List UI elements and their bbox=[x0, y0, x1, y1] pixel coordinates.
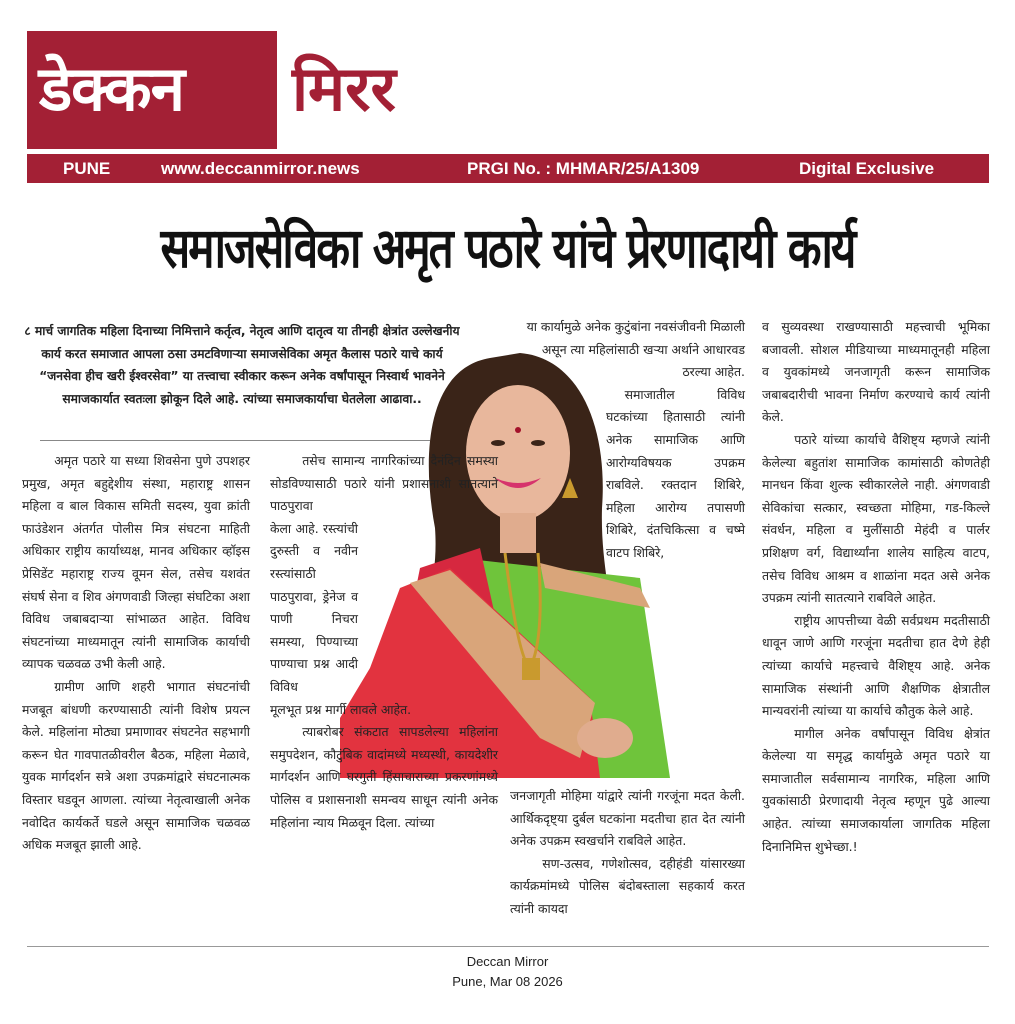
edition-label: Digital Exclusive bbox=[799, 159, 935, 178]
paragraph: सण-उत्सव, गणेशोत्सव, दहीहंडी यांसारख्या कार्यक्रमांमध्ये पोलिस बंदोबस्ताला सहकार्य करत त्यांनी कायदा bbox=[510, 855, 745, 916]
paragraph: अमृत पठारे या सध्या शिवसेना पुणे उपशहर प्रमुख, अमृत बहुद्देशीय संस्था, महाराष्ट्र शासन महिला व बाल विकास समिती सदस्य, युवा क्रांती फाउंडेशन अंतर्गत पोलीस मित्र संघटना माहिती अधिकार राष्ट्रीय कार्याध्यक्ष, मानव अधिकार व्हॉइस प्रेसिडेंट महाराष्ट्र राज्य वूमन सेल, तसेच यशवंत संघर्ष सेना व शिव अंगणवाडी जिल्हा संघटिका अशा विविध जबाबदाऱ्या सांभाळत आहेत. विविध संघटनांच्या माध्यमातून त्यांनी सामाजिक कार्याची व्यापक चळवळ उभी केली आहे. bbox=[22, 453, 250, 672]
prgi-number: PRGI No. : MHMAR/25/A1309 bbox=[467, 159, 700, 178]
article-column-3-bottom bbox=[510, 785, 745, 921]
footer-divider bbox=[27, 946, 989, 947]
footer-dateline: Pune, Mar 08 2026 bbox=[452, 974, 563, 989]
paragraph: जनजागृती मोहिमा यांद्वारे त्यांनी गरजूंना मदत केली. आर्थिकदृष्ट्या दुर्बल घटकांना मदतीचा हात देत त्यांनी अनेक उपक्रम स्वखर्चाने राबविले आहेत. bbox=[510, 788, 745, 849]
paragraph: राष्ट्रीय आपत्तीच्या वेळी सर्वप्रथम मदतीसाठी धावून जाणे आणि गरजूंना मदतीचा हात देणे हेही त्यांच्या कार्याचे महत्त्वाचे वैशिष्ट्य आहे. अनेक सामाजिक संस्थांनी आणि शैक्षणिक क्षेत्रातील मान्यवरांनी त्यांच्या या कार्याचे कौतुक केले आहे. bbox=[762, 612, 990, 719]
paragraph: समाजातील विविध घटकांच्या हितासाठी त्यांनी अनेक सामाजिक आणि आरोग्यविषयक उपक्रम राबविले. रक्तदान शिबिरे, महिला आरोग्य तपासणी शिबिरे, दंतचिकित्सा व चष्मे वाटप शिबिरे, bbox=[606, 386, 745, 560]
city-label: PUNE bbox=[63, 159, 111, 178]
masthead-word2: मिरर bbox=[292, 52, 396, 125]
paragraph: तसेच सामान्य नागरिकांच्या दैनंदिन समस्या सोडविण्यासाठी पठारे यांनी प्रशासनाशी सातत्याने पाठपुरावा bbox=[270, 453, 498, 514]
website-link[interactable]: www.deccanmirror.news bbox=[161, 159, 360, 178]
paragraph: ग्रामीण आणि शहरी भागात संघटनांची मजबूत बांधणी करण्यासाठी त्यांनी विशेष प्रयत्न केले. महिलांना मोठ्या प्रमाणावर संघटनेत सहभागी करून घेत गावपातळीवरील बैठक, महिला मेळावे, युवक मार्गदर्शन सत्रे अशा उपक्रमांद्वारे संघटनात्मक विस्तार घडवून आणला. त्यांच्या नेतृत्वाखाली अनेक नवोदित कार्यकर्ते घडले असून सामाजिक चळवळ अधिक मजबूत झाली आहे. bbox=[22, 678, 250, 853]
article-column-3 bbox=[510, 316, 745, 565]
paragraph: पठारे यांच्या कार्याचे वैशिष्ट्य म्हणजे त्यांनी केलेल्या बहुतांश सामाजिक कामांसाठी कोणतेही मानधन किंवा शुल्क स्वीकारलेले नाही. अंगणवाडी सेविकांचा सत्कार, स्वच्छता मोहिमा, गड-किल्ले संवर्धन, महिला व मुलींसाठी मेहंदी व पार्लर प्रशिक्षण वर्ग, विद्यार्थ्यांना शालेय साहित्य वाटप, तसेच विविध आश्रम व शाळांना मदत असे अनेक उपक्रम त्यांनी सातत्याने राबविले आहेत. bbox=[762, 431, 990, 606]
paragraph: व सुव्यवस्था राखण्यासाठी महत्त्वाची भूमिका बजावली. सोशल मीडियाच्या माध्यमातूनही महिला व युवकांमध्ये जनजागृती करून सामाजिक जबाबदारीची भावना निर्माण करण्याचे कार्य त्यांनी केले. bbox=[762, 319, 990, 425]
article-intro: ८ मार्च जागतिक महिला दिनाच्या निमित्ताने कर्तृत्व, नेतृत्व आणि दातृत्व या तीनही क्षेत्रांत उल्लेखनीय कार्य करत समाजात आपला ठसा उमटविणाऱ्या समाजसेविका अमृत कैलास पठारे याचे कार्य “जनसेवा हीच खरी ईश्वरसेवा” या तत्त्वाचा स्वीकार करून अनेक वर्षांपासून निस्वार्थ भावनेने समाजकार्यात स्वतःला झोकून दिले आहे. त्यांच्या समाजकार्याचा घेतलेला आढावा.. bbox=[24, 324, 460, 406]
paragraph: या कार्यामुळे अनेक कुटुंबांना नवसंजीवनी मिळाली असून त्या महिलांसाठी खऱ्या अर्थाने आधारवड ठरल्या आहेत. bbox=[526, 319, 745, 380]
masthead-logo-box bbox=[27, 31, 277, 149]
article-column-1 bbox=[22, 450, 250, 857]
footer bbox=[0, 952, 1015, 992]
footer-publication: Deccan Mirror bbox=[466, 954, 549, 969]
info-bar bbox=[27, 154, 989, 183]
paragraph-wrap: केला आहे. रस्त्यांची दुरुस्ती व नवीन रस्त्यांसाठी पाठपुरावा, ड्रेनेज व पाणी निचरा समस्या, पिण्याच्या पाण्याचा प्रश्न आदी विविध bbox=[270, 520, 358, 694]
article-column-4 bbox=[762, 316, 990, 858]
article-headline: समाजसेविका अमृत पठारे यांचे प्रेरणादायी कार्य bbox=[160, 216, 855, 281]
paragraph: त्याबरोबर संकटात सापडलेल्या महिलांना समुपदेशन, कौटुंबिक वादांमध्ये मध्यस्थी, कायदेशीर मार्गदर्शन आणि घरगुती हिंसाचाराच्या प्रकरणांमध्ये पोलिस व प्रशासनाशी समन्वय साधून त्यांनी अनेक महिलांना न्याय मिळवून दिला. त्यांच्या bbox=[270, 724, 498, 830]
paragraph: मागील अनेक वर्षांपासून विविध क्षेत्रांत केलेल्या या समृद्ध कार्यामुळे अमृत पठारे या समाजातील सर्वसामान्य नागरिक, महिला आणि युवकांसाठी प्रेरणादायी नेतृत्व म्हणून पुढे आल्या आहेत. त्यांच्या समाजकार्याला जागतिक महिला दिनानिमित्त शुभेच्छा.! bbox=[762, 725, 990, 854]
paragraph: मूलभूत प्रश्न मार्गी लावले आहेत. bbox=[270, 701, 412, 717]
masthead-word1: डेक्कन bbox=[39, 52, 184, 125]
article-column-2 bbox=[270, 450, 498, 834]
